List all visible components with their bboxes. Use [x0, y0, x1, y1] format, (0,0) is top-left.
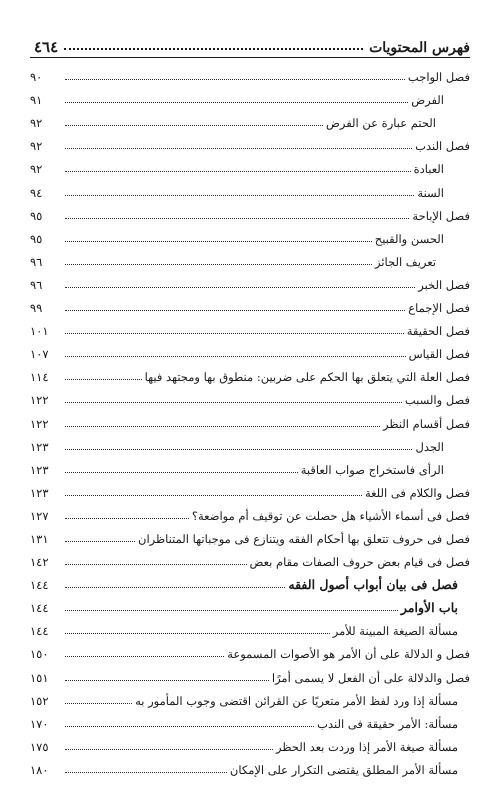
toc-entry-page: ١٤٤: [30, 601, 49, 616]
toc-entry-title: مسألة الصيغة المبينة للأمر: [332, 624, 458, 639]
leader-dots: [65, 264, 372, 265]
leader-dots: [65, 333, 404, 334]
toc-entry: [30, 361, 470, 384]
toc-entry-title: مسألة إذا ورد لفظ الأمر متعريًا عن القرائن اقتضى وجوب المأمور به: [135, 693, 458, 708]
toc-entry-title: مسألة صيغة الأمر إذا وردت بعد الحظر: [276, 739, 458, 754]
toc-entry-page: ٩٢: [30, 116, 43, 131]
leader-dots: [65, 79, 405, 80]
toc-entry: [30, 176, 470, 199]
toc-entry: [30, 200, 470, 223]
toc-entry: [30, 407, 470, 430]
leader-dots: [65, 564, 247, 565]
leader-dots: [65, 680, 269, 681]
header-rule: [30, 57, 470, 58]
toc-entry-title: الفرض: [411, 93, 444, 108]
toc-entry: [30, 731, 470, 754]
leader-dots: [65, 772, 227, 773]
toc-entry-title: فصل والكلام فى اللغة: [364, 485, 470, 500]
leader-dots: [65, 749, 273, 750]
toc-entry-page: ١١٤: [30, 370, 49, 385]
leader-dots: [65, 449, 412, 450]
leader-dots: [65, 125, 323, 126]
leader-dots: [65, 518, 189, 519]
toc-entry-page: ١٢٣: [30, 462, 49, 477]
toc-entry: [30, 269, 470, 292]
leader-dots: [65, 633, 330, 634]
leader-dots: [65, 402, 402, 403]
toc-entry-title: فصل الحقيقة: [406, 324, 470, 339]
toc-entry-title: الرأى فاستخراج صواب العاقبة: [300, 462, 444, 477]
leader-dots: [65, 195, 414, 196]
leader-dots: [65, 426, 380, 427]
toc-entry-page: ٩٢: [30, 162, 43, 177]
toc-entry-page: ١٧٠: [30, 716, 49, 731]
toc-entry: [30, 107, 470, 130]
toc-entry: [30, 292, 470, 315]
header-leader-dots: [64, 48, 363, 50]
toc-entry: [30, 592, 470, 615]
header-title: فهرس المحتويات: [369, 40, 470, 56]
toc-entry: [30, 246, 470, 269]
toc-entry-title: فصل الإجماع: [408, 301, 470, 316]
leader-dots: [65, 726, 314, 727]
toc-entry: [30, 384, 470, 407]
toc-entry: [30, 546, 470, 569]
leader-dots: [65, 287, 415, 288]
toc-entry-page: ٩٤: [30, 185, 43, 200]
toc-entry-title: فصل أقسام النظر: [382, 416, 470, 431]
toc-entry-page: ١٤٢: [30, 555, 49, 570]
toc-entry-title: فصل الإباحة: [412, 208, 470, 223]
toc-entry-page: ١٢٢: [30, 416, 49, 431]
toc-entry-page: ١٣١: [30, 531, 49, 546]
toc-entry-title: فصل الواجب: [407, 70, 470, 85]
toc-entry-title: الحتم عبارة عن الفرض: [325, 116, 436, 131]
toc-entry: [30, 661, 470, 684]
toc-entry-page: ٩٥: [30, 231, 43, 246]
toc-entry-page: ١٥٠: [30, 647, 49, 662]
table-of-contents: [30, 61, 470, 777]
toc-entry-title: تعريف الجائز: [374, 254, 436, 269]
leader-dots: [65, 541, 135, 542]
toc-entry-title: مسألة: الأمر حقيقة فى الندب: [317, 716, 458, 731]
toc-entry: [30, 153, 470, 176]
leader-dots: [65, 587, 285, 588]
toc-entry: [30, 61, 470, 84]
toc-entry-page: ٩٥: [30, 208, 43, 223]
toc-entry: [30, 754, 470, 777]
toc-entry-page: ١٢٧: [30, 508, 49, 523]
leader-dots: [65, 472, 298, 473]
toc-entry: [30, 708, 470, 731]
toc-entry: [30, 315, 470, 338]
toc-entry-title: العبادة: [413, 162, 444, 177]
toc-entry-page: ٩٢: [30, 139, 43, 154]
toc-entry-page: ٩٩: [30, 301, 43, 316]
leader-dots: [65, 703, 132, 704]
leader-dots: [65, 171, 411, 172]
toc-entry-page: ١٤٤: [30, 624, 49, 639]
toc-entry-title: مسألة الأمر المطلق يقتضى التكرار على الإمكان: [229, 762, 458, 777]
toc-entry: [30, 638, 470, 661]
toc-entry-page: ١٠١: [30, 324, 49, 339]
toc-entry-title: فصل و الدلالة على أن الأمر هو الأصوات المسموعة: [227, 647, 470, 662]
toc-entry-page: ١٥٢: [30, 693, 49, 708]
toc-entry-page: ٩١: [30, 93, 43, 108]
toc-entry: [30, 431, 470, 454]
toc-entry: [30, 615, 470, 638]
toc-entry-page: ٩٦: [30, 277, 43, 292]
page-header: [30, 30, 470, 56]
toc-entry: [30, 338, 470, 361]
leader-dots: [65, 310, 405, 311]
toc-entry-title: فصل والدلالة على أن الفعل لا يسمى أمرًا: [271, 670, 470, 685]
toc-entry: [30, 223, 470, 246]
leader-dots: [65, 241, 372, 242]
toc-entry-title: فصل العلة التي يتعلق بها الحكم على ضربين: منطوق بها ومجتهد فيها: [144, 370, 470, 385]
toc-entry: [30, 477, 470, 500]
toc-entry-page: ٩٠: [30, 70, 43, 85]
toc-entry-title: فصل فى حروف تتعلق بها أحكام الفقه ويتنازع فى موجباتها المتناظران: [138, 531, 470, 546]
toc-entry-title: السنة: [417, 185, 444, 200]
toc-entry: [30, 523, 470, 546]
header-page-number: ٤٦٤: [34, 38, 59, 56]
toc-entry-page: ١٨٠: [30, 762, 49, 777]
toc-entry-title: باب الأوامر: [400, 600, 458, 616]
toc-entry-page: ١٢٣: [30, 439, 49, 454]
toc-entry-page: ١٢٢: [30, 393, 49, 408]
toc-entry-page: ١٤٤: [30, 578, 49, 593]
leader-dots: [65, 610, 398, 611]
toc-entry-title: فصل الندب: [415, 139, 470, 154]
toc-entry: [30, 130, 470, 153]
toc-entry: [30, 569, 470, 592]
leader-dots: [65, 218, 409, 219]
leader-dots: [65, 495, 362, 496]
toc-entry-title: فصل القياس: [408, 347, 470, 362]
toc-entry-title: الحسن والقبيح: [374, 231, 444, 246]
toc-entry-page: ١٧٥: [30, 739, 49, 754]
toc-entry-title: فصل فى أسماء الأشياء هل حصلت عن توقيف أم مواضعة؟: [191, 508, 470, 523]
toc-entry-page: ١٢٣: [30, 485, 49, 500]
toc-entry-title: فصل والسبب: [404, 393, 470, 408]
toc-entry-title: فصل الخبر: [418, 277, 470, 292]
toc-entry-page: ١٥١: [30, 670, 49, 685]
toc-entry-title: فصل فى بيان أبواب أصول الفقه: [288, 577, 458, 593]
toc-entry: [30, 500, 470, 523]
toc-entry-page: ١٠٧: [30, 347, 49, 362]
leader-dots: [65, 656, 224, 657]
toc-entry-title: الجدل: [415, 439, 444, 454]
leader-dots: [65, 356, 406, 357]
toc-entry: [30, 84, 470, 107]
toc-entry-title: فصل فى قيام بعض حروف الصفات مقام بعض: [249, 555, 470, 570]
leader-dots: [65, 379, 142, 380]
toc-entry-page: ٩٦: [30, 254, 43, 269]
toc-entry: [30, 454, 470, 477]
leader-dots: [65, 148, 412, 149]
toc-entry: [30, 685, 470, 708]
leader-dots: [65, 102, 408, 103]
